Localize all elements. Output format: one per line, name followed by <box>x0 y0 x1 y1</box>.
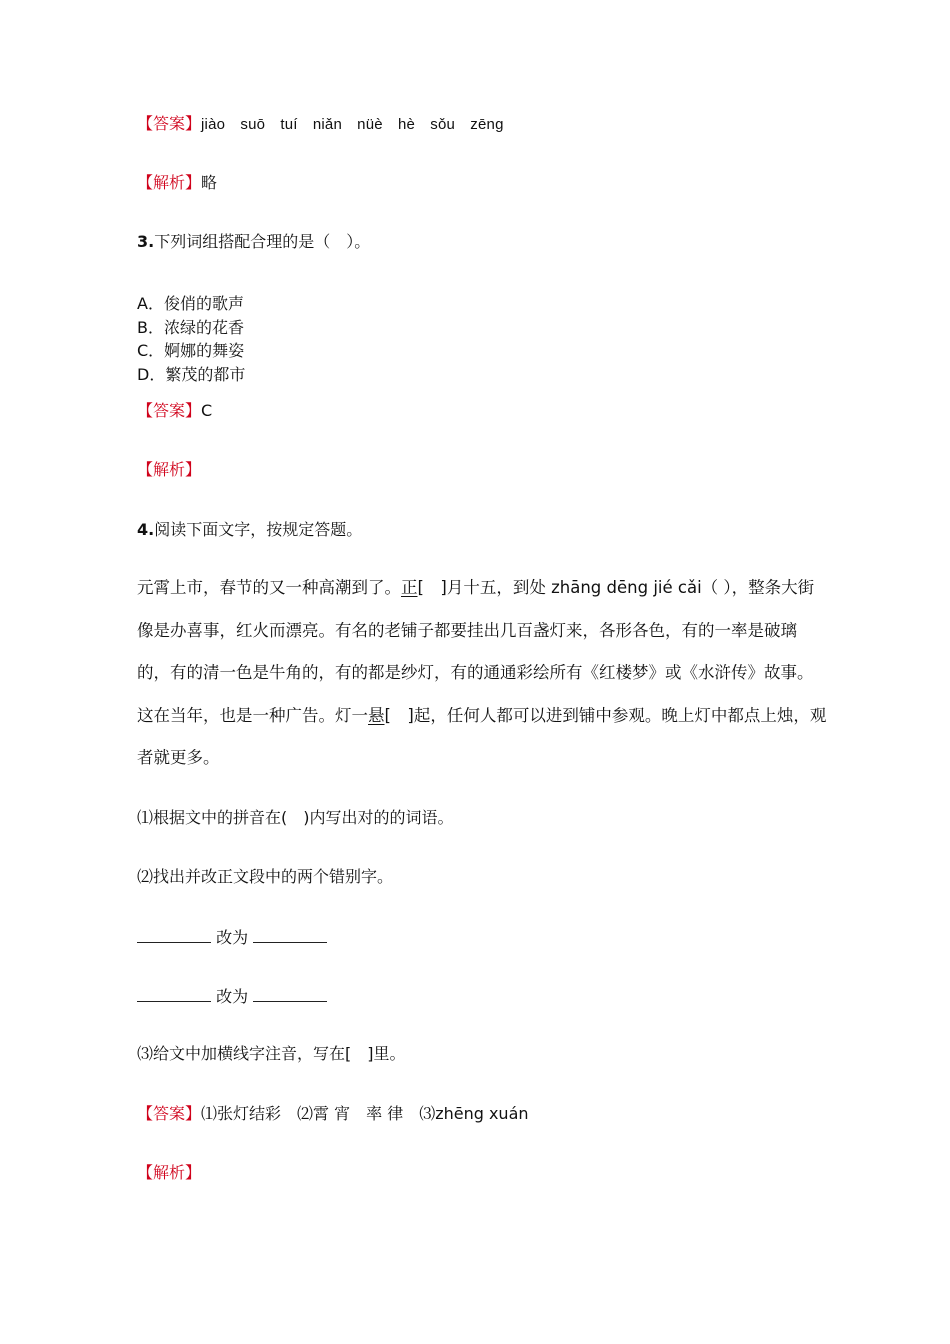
passage-part-1: 元霄上市，春节的又一种高潮到了。 <box>137 578 401 597</box>
answer-tag: 【答案】 <box>137 1104 202 1123</box>
q3-options <box>137 292 245 386</box>
passage-part-3: [ ]起，任何人都可以进到铺中参观。晚上灯中都点上烛，观者就更多。 <box>137 705 827 767</box>
q3-analysis <box>137 460 201 480</box>
blank-correct-2[interactable] <box>253 985 327 1002</box>
q4-sub1: ⑴根据文中的拼音在( )内写出对的的词语。 <box>137 808 454 827</box>
underlined-char-1: 正 <box>401 578 418 597</box>
analysis-text: 略 <box>201 173 218 192</box>
q4-stem <box>137 520 362 540</box>
q4-passage <box>137 567 827 780</box>
option-c: C．婀娜的舞姿 <box>137 341 245 360</box>
blank-correct-1[interactable] <box>253 926 327 943</box>
answer-text: C <box>201 401 213 420</box>
answer-tag: 【答案】 <box>137 401 202 420</box>
analysis-tag: 【解析】 <box>137 1163 202 1182</box>
option-b: B．浓绿的花香 <box>137 317 244 337</box>
analysis-tag: 【解析】 <box>137 460 202 479</box>
question-number: 4. <box>137 520 155 539</box>
q4-blank-row-1 <box>137 926 327 948</box>
change-label: 改为 <box>216 928 249 947</box>
question-number: 3. <box>137 232 155 251</box>
question-text: 下列词组搭配合理的是（ ）。 <box>154 232 371 251</box>
q4-sub3: ⑶给文中加横线字注音，写在[ ]里。 <box>137 1044 406 1063</box>
answer-tag: 【答案】 <box>137 114 202 133</box>
option-a: A．俊俏的歌声 <box>137 294 244 313</box>
blank-wrong-1[interactable] <box>137 926 211 943</box>
change-label: 改为 <box>216 987 249 1006</box>
q4-answer <box>137 1104 529 1124</box>
q3-answer <box>137 401 212 421</box>
analysis-tag: 【解析】 <box>137 173 202 192</box>
q4-analysis <box>137 1163 201 1183</box>
answer-text: ⑴张灯结彩 ⑵霄 宵 率 律 ⑶zhēng xuán <box>201 1104 529 1123</box>
answer-text: jiào suō tuí niǎn nüè hè sǒu zēng <box>201 116 504 133</box>
q2-answer <box>137 114 504 135</box>
q4-blank-row-2 <box>137 985 327 1007</box>
blank-wrong-2[interactable] <box>137 985 211 1002</box>
question-text: 阅读下面文字，按规定答题。 <box>154 520 363 539</box>
option-d: D．繁茂的都市 <box>137 364 246 384</box>
q4-sub2: ⑵找出并改正文段中的两个错别字。 <box>137 867 394 886</box>
q3-stem <box>137 232 370 252</box>
q2-analysis <box>137 173 217 193</box>
underlined-char-2: 悬 <box>368 705 385 725</box>
passage-part-2: [ ]月十五，到处 zhāng dēng jié cǎi（ ），整条大街像是办喜事，红火而漂亮。有名的老铺子都要挂出几百盏灯来，各形各色，有的一率是破璃的，有的清一色是牛角的，有的都是纱灯，有的通通彩绘所有《红楼梦》或《水浒传》故事。这在当年，也是一种广告。灯一 <box>137 578 815 725</box>
